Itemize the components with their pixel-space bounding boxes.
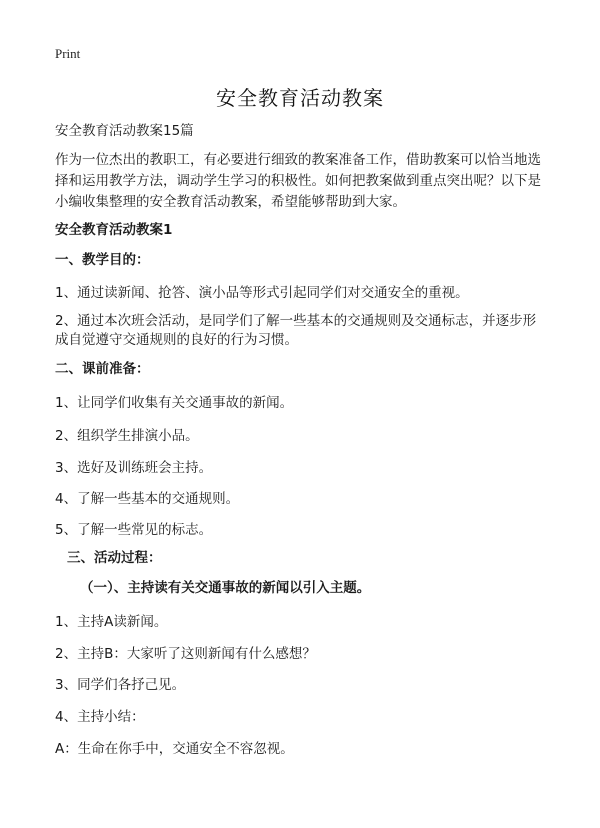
goals-item-2-line-1: 2、通过本次班会活动，是同学们了解一些基本的交通规则及交通标志，并逐步形 bbox=[55, 313, 537, 329]
intro-line-2: 择和运用教学方法，调动学生学习的积极性。如何把教案做到重点突出呢？以下是 bbox=[55, 173, 541, 189]
preparation-item-5: 5、了解一些常见的标志。 bbox=[55, 522, 213, 538]
preparation-item-3: 3、选好及训练班会主持。 bbox=[55, 460, 213, 476]
process-heading: 三、活动过程： bbox=[67, 550, 162, 566]
process-subheading: （一）、主持读有关交通事故的新闻以引入主题。 bbox=[80, 580, 371, 596]
goals-heading: 一、教学目的： bbox=[55, 252, 150, 268]
document-subtitle: 安全教育活动教案15篇 bbox=[55, 123, 194, 139]
print-label: Print bbox=[55, 46, 81, 61]
goals-item-2-line-2: 成自觉遵守交通规则的良好的行为习惯。 bbox=[55, 332, 298, 348]
intro-line-1: 作为一位杰出的教职工，有必要进行细致的教案准备工作，借助教案可以恰当地选 bbox=[55, 152, 541, 168]
process-item-2: 2、主持B：大家听了这则新闻有什么感想？ bbox=[55, 646, 316, 662]
preparation-item-2: 2、组织学生排演小品。 bbox=[55, 428, 199, 444]
intro-line-3: 小编收集整理的安全教育活动教案，希望能够帮助到大家。 bbox=[55, 194, 406, 210]
process-item-1: 1、主持A读新闻。 bbox=[55, 614, 168, 630]
preparation-item-4: 4、了解一些基本的交通规则。 bbox=[55, 491, 240, 507]
preparation-heading: 二、课前准备： bbox=[55, 361, 150, 377]
goals-item-1: 1、通过读新闻、抢答、演小品等形式引起同学们对交通安全的重视。 bbox=[55, 285, 469, 301]
process-item-5: A：生命在你手中，交通安全不容忽视。 bbox=[55, 741, 294, 757]
section-title: 安全教育活动教案1 bbox=[55, 222, 173, 238]
process-item-4: 4、主持小结： bbox=[55, 709, 145, 725]
preparation-item-1: 1、让同学们收集有关交通事故的新闻。 bbox=[55, 395, 294, 411]
document-title: 安全教育活动教案 bbox=[216, 86, 384, 110]
process-item-3: 3、同学们各抒己见。 bbox=[55, 677, 186, 693]
